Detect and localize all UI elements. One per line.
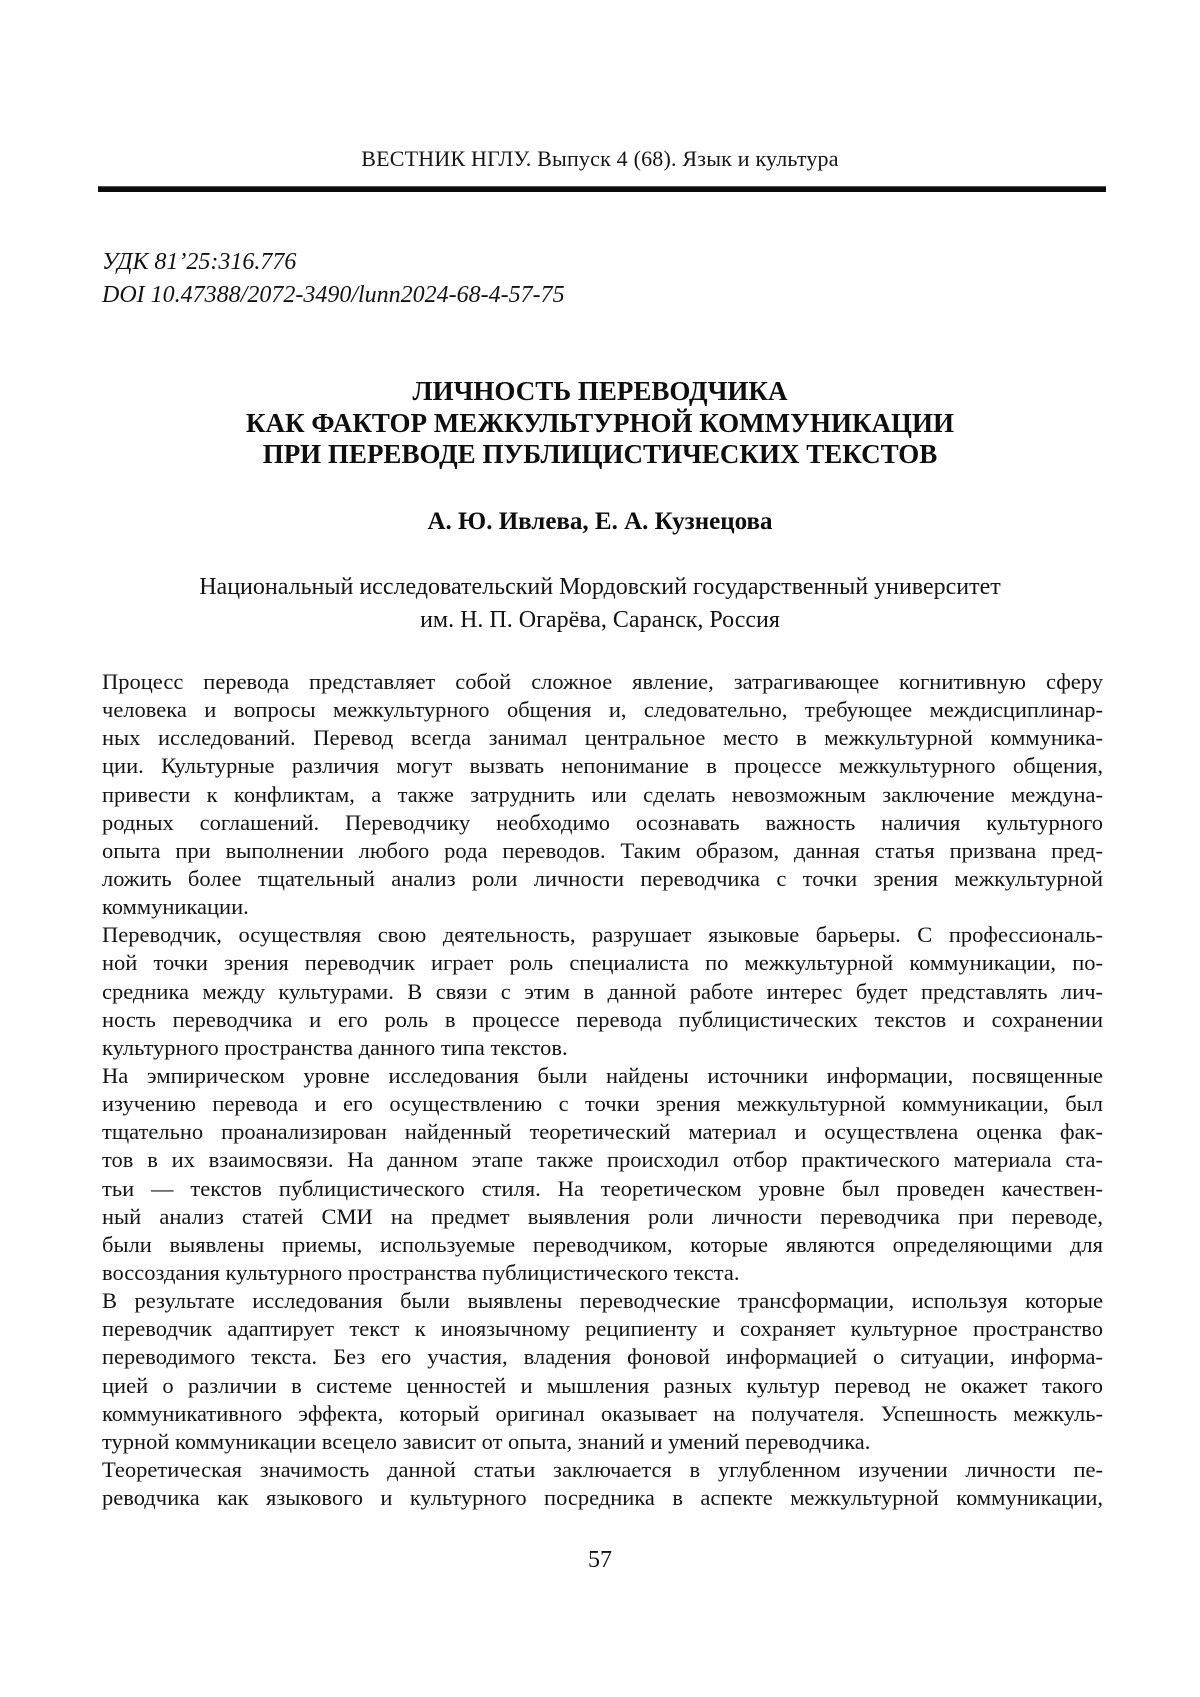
abstract-line: турной коммуникации всецело зависит от опыта, знаний и умений переводчика. [102,1428,871,1454]
abstract-line: переводчик адаптирует текст к иноязычному реципиенту и сохраняет культурное пространство [102,1316,1103,1342]
page-number: 57 [588,1547,612,1573]
abstract-line: Переводчик, осуществляя свою деятельность, разрушает языковые барьеры. С профессиональ- [102,922,1103,948]
article-title-line: ЛИЧНОСТЬ ПЕРЕВОДЧИКА [412,376,788,406]
header-rule [98,186,1106,192]
abstract-line: были выявлены приемы, используемые переводчиком, которые являются определяющими для [102,1231,1103,1257]
abstract-line: ный анализ статей СМИ на предмет выявления роли личности переводчика при переводе, [102,1203,1103,1229]
abstract-line: тщательно проанализирован найденный теоретический материал и осуществлена оценка фак- [102,1119,1103,1145]
article-title-line: КАК ФАКТОР МЕЖКУЛЬТУРНОЙ КОММУНИКАЦИИ [245,407,955,438]
article-title [100,376,1100,471]
doi-code: DOI 10.47388/2072-3490/lunn2024-68-4-57-75 [102,282,565,308]
abstract-line: культурного пространства данного типа текстов. [102,1034,568,1060]
abstract-line: изучению перевода и его осуществлению с точки зрения межкультурной коммуникации, был [102,1091,1103,1117]
abstract-line: цией о различии в системе ценностей и мышления разных культур перевод не окажет такого [102,1372,1103,1398]
abstract-line: Процесс перевода представляет собой сложное явление, затрагивающее когнитивную сферу [102,669,1103,694]
abstract-line: коммуникации. [102,894,249,920]
abstract-line: переводимого текста. Без его участия, владения фоновой информацией о ситуации, информа- [102,1344,1103,1370]
abstract-line: ложить более тщательный анализ роли личности переводчика с точки зрения межкультурной [102,865,1103,891]
abstract-line: тьи — текстов публицистического стиля. На теоретическом уровне был проведен качествен- [102,1175,1103,1201]
abstract-line: ных исследований. Перевод всегда занимал центральное место в межкультурной коммуника- [102,725,1103,751]
journal-running-header: ВЕСТНИК НГЛУ. Выпуск 4 (68). Язык и культура [361,146,839,171]
abstract-text [102,668,1103,1512]
affiliation-line: Национальный исследовательский Мордовский государственный университет [199,574,1001,600]
abstract-line: воссоздания культурного пространства публицистического текста. [102,1259,740,1285]
abstract-line: родных соглашений. Переводчику необходимо осознавать важность наличия культурного [102,809,1103,835]
article-title-line: ПРИ ПЕРЕВОДЕ ПУБЛИЦИСТИЧЕСКИХ ТЕКСТОВ [262,439,938,469]
abstract-line: опыта при выполнении любого рода переводов. Таким образом, данная статья призвана пред- [102,837,1103,863]
abstract-line: привести к конфликтам, а также затруднить или сделать невозможным заключение междуна- [102,781,1103,807]
article-affiliation [100,571,1100,637]
abstract-line: В результате исследования были выявлены переводческие трансформации, используя которые [102,1288,1103,1314]
abstract-line: Теоретическая значимость данной статьи заключается в углубленном изучении личности пе- [102,1456,1103,1482]
abstract-line: ность переводчика и его роль в процессе перевода публицистических текстов и сохранении [102,1006,1103,1032]
abstract-line: ной точки зрения переводчик играет роль специалиста по межкультурной коммуникации, по- [102,950,1103,976]
udk-code: УДК 81’25:316.776 [102,249,297,275]
abstract-line: человека и вопросы межкультурного общения и, следовательно, требующее междисциплинар- [102,697,1103,723]
abstract-line: коммуникативного эффекта, который оригинал оказывает на получателя. Успешность межкуль- [102,1400,1103,1426]
affiliation-line: им. Н. П. Огарёва, Саранск, Россия [420,607,780,633]
abstract-line: средника между культурами. В связи с этим в данной работе интерес будет представлять лич- [102,978,1103,1004]
article-authors: А. Ю. Ивлева, Е. А. Кузнецова [427,508,773,535]
abstract-line: На эмпирическом уровне исследования были найдены источники информации, посвященные [102,1062,1103,1088]
abstract-line: тов в их взаимосвязи. На данном этапе также происходил отбор практического материала ста- [102,1147,1103,1173]
abstract-line: реводчика как языкового и культурного посредника в аспекте межкультурной коммуникации, [102,1485,1103,1511]
abstract-line: ции. Культурные различия могут вызвать непонимание в процессе межкультурного общения, [102,753,1103,779]
